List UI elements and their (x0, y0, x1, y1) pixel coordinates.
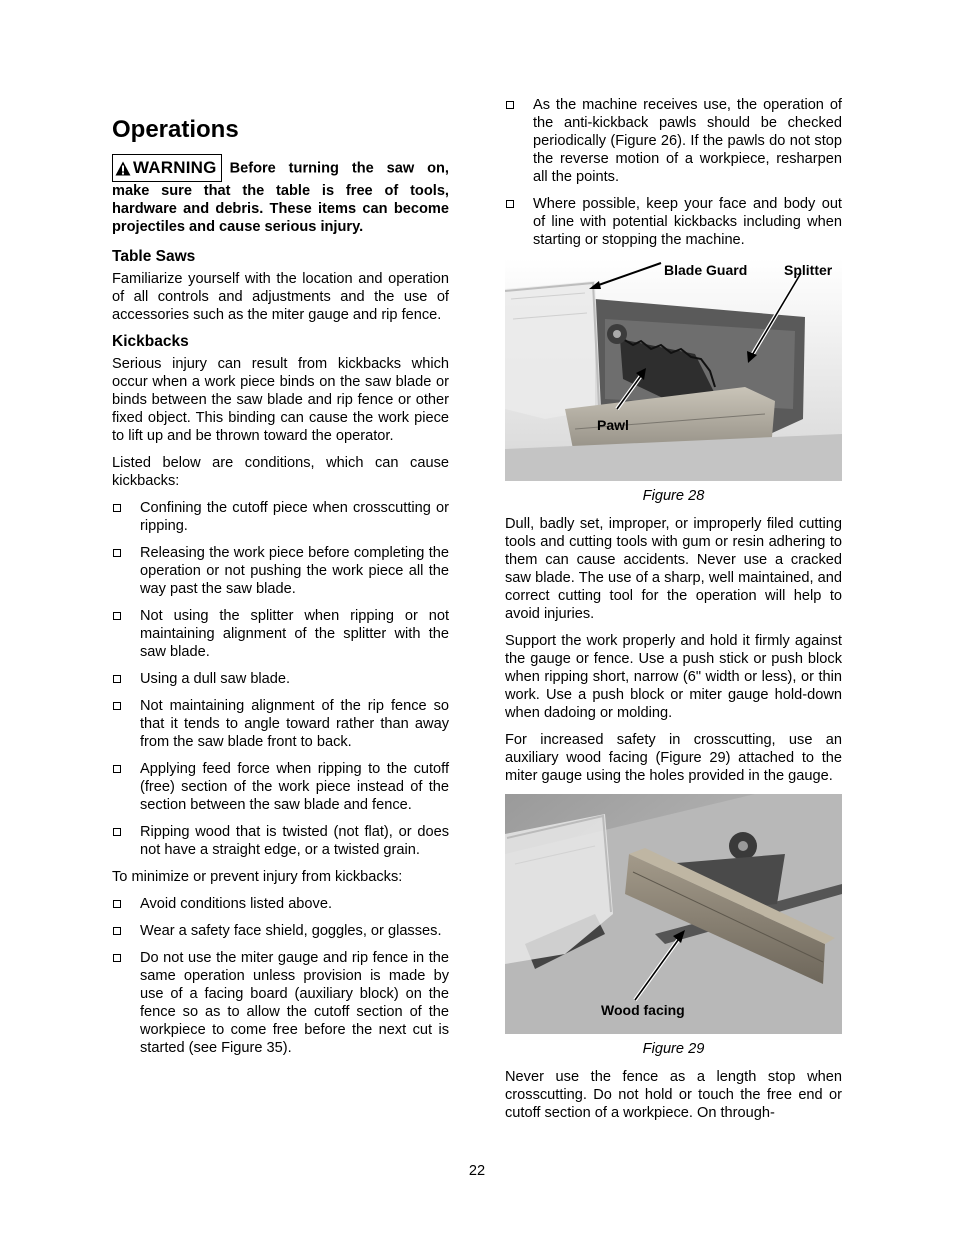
list-item: Ripping wood that is twisted (not flat), or does not have a straight edge, or a twisted grain. (112, 823, 449, 859)
checkbox-bullet-icon (113, 828, 121, 836)
list-item: Releasing the work piece before completing the operation or not pushing the work piece all the way past the saw blade. (112, 544, 449, 598)
left-column (112, 94, 449, 1066)
paragraph-never-use-fence: Never use the fence as a length stop when crosscutting. Do not hold or touch the free end or cutoff section of a workpiece. On through- (505, 1069, 842, 1121)
checkbox-bullet-icon (113, 927, 121, 935)
checkbox-bullet-icon (113, 675, 121, 683)
list-item: As the machine receives use, the operation of the anti-kickback pawls should be checked periodically (Figure 26). If the pawls do not stop the reverse motion of a workpiece, resharpen all the points. (505, 96, 842, 186)
figure-28 (505, 259, 842, 481)
list-item: Applying feed force when ripping to the cutoff (free) section of the work piece instead of the section between the saw blade and fence. (112, 760, 449, 814)
checkbox-bullet-icon (113, 549, 121, 557)
checkbox-bullet-icon (506, 200, 514, 208)
paragraph-support-work: Support the work properly and hold it firmly against the gauge or fence. Use a push stick or push block when ripping short, narrow (6" width or less), or thin work. Use a push block or miter gauge hold-down when dadoing or molding. (505, 633, 842, 721)
warning-triangle-icon (115, 161, 131, 176)
list-item: Do not use the miter gauge and rip fence in the same operation unless provision is made by use of a facing board (auxiliary block) on the fence so as to allow the cutoff section of the workpiece to come free before the next cut is started (see Figure 35). (112, 949, 449, 1057)
list-item: Wear a safety face shield, goggles, or glasses. (112, 922, 449, 940)
figure-29-caption: Figure 29 (642, 1041, 705, 1057)
figure-28-caption: Figure 28 (642, 488, 705, 504)
list-item: Not using the splitter when ripping or not maintaining alignment of the splitter with the saw blade. (112, 607, 449, 661)
table-saws-text: Familiarize yourself with the location and operation of all controls and adjustments and the use of accessories such as the miter gauge and rip fence. (112, 271, 449, 323)
table-saws-heading: Table Saws (112, 248, 196, 265)
checkbox-bullet-icon (113, 612, 121, 620)
figure-28-photo (505, 259, 842, 481)
kickbacks-intro: Serious injury can result from kickbacks which occur when a work piece binds on the saw blade or binds between the saw blade and rip fence or other fixed object. This binding can cause the work piece to lift up and be thrown toward the operator. (112, 356, 449, 444)
right-column (505, 96, 842, 1131)
wood-facing-label: Wood facing (601, 1002, 685, 1018)
blade-guard-label: Blade Guard (664, 262, 748, 278)
list-item: Avoid conditions listed above. (112, 895, 449, 913)
list-item: Confining the cutoff piece when crosscutting or ripping. (112, 499, 449, 535)
list-item: Not maintaining alignment of the rip fence so that it tends to angle toward rather than away from the saw blade front to back. (112, 697, 449, 751)
warning-badge-label: WARNING (133, 158, 217, 177)
pawl-bullets-list (505, 96, 842, 249)
checkbox-bullet-icon (113, 504, 121, 512)
checkbox-bullet-icon (113, 702, 121, 710)
warning-text: Before turning the saw on, make sure that the table is free of tools, hardware and debris. These items can become projectiles and cause serious injury. (112, 160, 449, 235)
checkbox-bullet-icon (113, 900, 121, 908)
list-item: Where possible, keep your face and body out of line with potential kickbacks including when starting or stopping the machine. (505, 195, 842, 249)
kickbacks-heading: Kickbacks (112, 333, 189, 350)
prevention-list (112, 895, 449, 1057)
figure-29-photo (505, 794, 842, 1034)
figure-29 (505, 794, 842, 1034)
warning-notice (112, 154, 449, 236)
list-item: Using a dull saw blade. (112, 670, 449, 688)
kickbacks-listed: Listed below are conditions, which can cause kickbacks: (112, 455, 449, 489)
pawl-label: Pawl (597, 417, 629, 433)
splitter-label: Splitter (784, 262, 833, 278)
checkbox-bullet-icon (113, 765, 121, 773)
paragraph-dull-tools: Dull, badly set, improper, or improperly filed cutting tools and cutting tools with gum or resin adhering to them can cause accidents. Never use a cracked saw blade. The use of a sharp, well maintained, and correct cutting tool for the operation will help to avoid injuries. (505, 516, 842, 622)
paragraph-crosscutting: For increased safety in crosscutting, use an auxiliary wood facing (Figure 29) attached to the miter gauge using the holes provided in the gauge. (505, 732, 842, 784)
minimize-text: To minimize or prevent injury from kickbacks: (112, 869, 403, 885)
page-title: Operations (112, 116, 239, 143)
warning-badge (112, 154, 222, 182)
checkbox-bullet-icon (506, 101, 514, 109)
checkbox-bullet-icon (113, 954, 121, 962)
kickback-conditions-list (112, 499, 449, 859)
page-number: 22 (468, 1163, 486, 1179)
